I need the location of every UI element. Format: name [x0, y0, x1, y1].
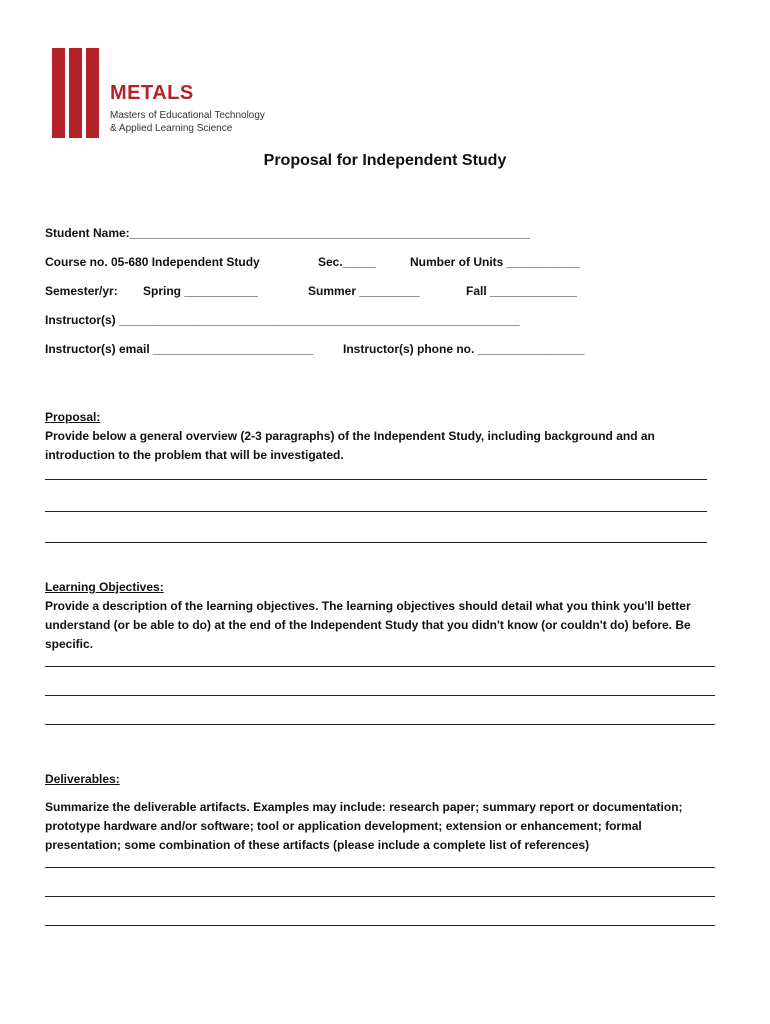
instructor-field[interactable]: Instructor(s) ____________________________________________________________	[45, 313, 520, 327]
semester-label: Semester/yr:	[45, 284, 118, 298]
proposal-instructions: Provide below a general overview (2-3 paragraphs) of the Independent Study, including background and an introduction to the problem that will be investigated.	[45, 429, 655, 462]
proposal-answer-line[interactable]	[45, 479, 707, 480]
objectives-answer-line[interactable]	[45, 666, 715, 667]
deliverables-answer-line[interactable]	[45, 925, 715, 926]
objectives-answer-line[interactable]	[45, 724, 715, 725]
logo-subtitle-line1: Masters of Educational Technology	[110, 110, 265, 121]
course-number-label: Course no. 05-680 Independent Study	[45, 255, 260, 269]
deliverables-instructions: Summarize the deliverable artifacts. Examples may include: research paper; summary report or documentation; prototype hardware and/or software; tool or application development; extension or enhancement; formal presentation; some combination of these artifacts (please include a complete list of references)	[45, 800, 683, 852]
logo-title: METALS	[110, 82, 194, 104]
metals-logo-bars	[52, 48, 100, 138]
learning-objectives-heading: Learning Objectives:	[45, 580, 164, 594]
instructor-email-field[interactable]: Instructor(s) email ________________________	[45, 342, 314, 356]
logo-bar	[86, 48, 99, 138]
logo-bar	[52, 48, 65, 138]
learning-objectives-instructions: Provide a description of the learning objectives. The learning objectives should detail what you think you'll better understand (or be able to do) at the end of the Independent Study that you didn't know (or couldn't do) before. Be specific.	[45, 599, 691, 651]
logo-subtitle-line2: & Applied Learning Science	[110, 123, 233, 134]
logo-bar	[69, 48, 82, 138]
proposal-answer-line[interactable]	[45, 542, 707, 543]
instructor-phone-field[interactable]: Instructor(s) phone no. ________________	[343, 342, 585, 356]
fall-field[interactable]: Fall _____________	[466, 284, 577, 298]
objectives-answer-line[interactable]	[45, 695, 715, 696]
deliverables-heading: Deliverables:	[45, 772, 120, 786]
deliverables-answer-line[interactable]	[45, 867, 715, 868]
student-name-field[interactable]: Student Name:____________________________________________________________	[45, 226, 531, 240]
page-title: Proposal for Independent Study	[263, 152, 507, 169]
section-field[interactable]: Sec._____	[318, 255, 377, 269]
units-field[interactable]: Number of Units ___________	[410, 255, 581, 269]
summer-field[interactable]: Summer _________	[308, 284, 420, 298]
deliverables-answer-line[interactable]	[45, 896, 715, 897]
proposal-heading: Proposal:	[45, 410, 101, 424]
spring-field[interactable]: Spring ___________	[143, 284, 258, 298]
proposal-answer-line[interactable]	[45, 511, 707, 512]
